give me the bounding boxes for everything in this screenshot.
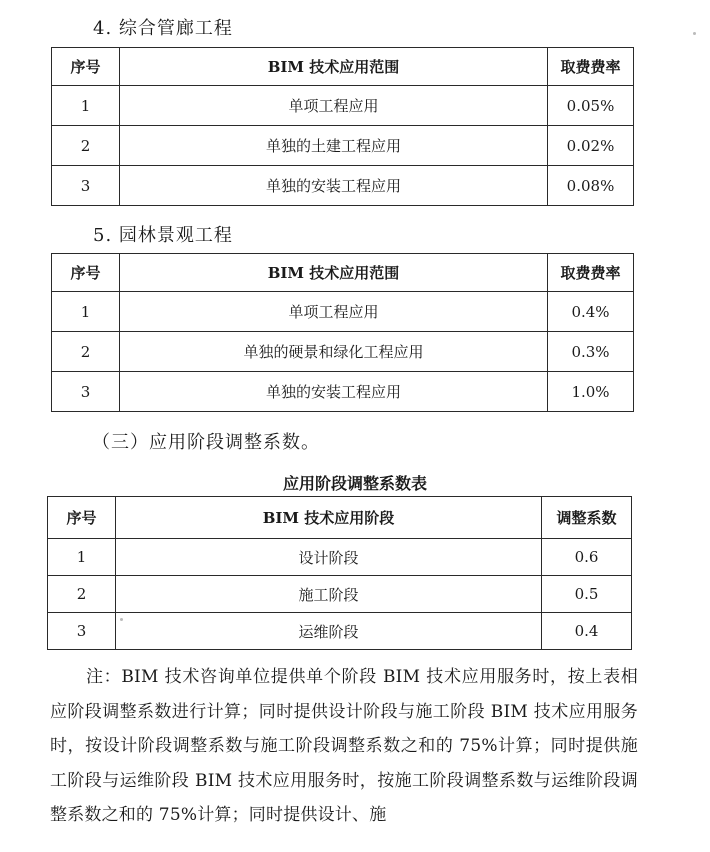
header-rate: 取费费率 <box>548 254 634 292</box>
cell-coefficient: 0.5 <box>542 576 632 613</box>
header-stage: BIM 技术应用阶段 <box>116 497 542 539</box>
table-row <box>52 86 634 126</box>
cell-scope: 单项工程应用 <box>120 86 548 126</box>
table-row <box>52 292 634 332</box>
cell-stage: 施工阶段 <box>116 576 542 613</box>
cell-scope: 单项工程应用 <box>120 292 548 332</box>
cell-rate: 0.4% <box>548 292 634 332</box>
cell-scope: 单独的土建工程应用 <box>120 126 548 166</box>
table-header-row <box>48 497 632 539</box>
cell-rate: 1.0% <box>548 372 634 412</box>
table-row <box>52 332 634 372</box>
table-row <box>48 613 632 650</box>
table-header-row <box>52 48 634 86</box>
cell-scope: 单独的硬景和绿化工程应用 <box>120 332 548 372</box>
table-row <box>52 372 634 412</box>
header-index: 序号 <box>48 497 116 539</box>
cell-rate: 0.3% <box>548 332 634 372</box>
cell-coefficient: 0.6 <box>542 539 632 576</box>
cell-index: 1 <box>48 539 116 576</box>
header-index: 序号 <box>52 48 120 86</box>
header-index: 序号 <box>52 254 120 292</box>
table-row <box>52 166 634 206</box>
header-rate: 取费费率 <box>548 48 634 86</box>
cell-rate: 0.05% <box>548 86 634 126</box>
scan-speck <box>693 32 696 35</box>
table-row <box>48 539 632 576</box>
cell-index: 2 <box>52 332 120 372</box>
scan-speck <box>120 618 123 621</box>
cell-index: 1 <box>52 86 120 126</box>
cell-index: 1 <box>52 292 120 332</box>
header-scope: BIM 技术应用范围 <box>120 48 548 86</box>
stage-section-heading: （三）应用阶段调整系数。 <box>92 432 320 453</box>
cell-index: 3 <box>52 372 120 412</box>
cell-index: 2 <box>48 576 116 613</box>
stage-table-caption: 应用阶段调整系数表 <box>282 474 427 493</box>
stage-coefficient-table <box>47 496 632 650</box>
cell-stage: 运维阶段 <box>116 613 542 650</box>
cell-index: 2 <box>52 126 120 166</box>
rate-table-utility-tunnel <box>51 47 634 206</box>
cell-rate: 0.08% <box>548 166 634 206</box>
note-paragraph: 注：BIM 技术咨询单位提供单个阶段 BIM 技术应用服务时，按上表相应阶段调整系数进行计算；同时提供设计阶段与施工阶段 BIM 技术应用服务时，按设计阶段调整系数与施工阶段调整系数之和的 75%计算；同时提供施工阶段与运维阶段 BIM 技术应用服务时，按施工阶段调整系数与运维阶段调整系数之和的 75%计算；同时提供设计、施 <box>50 667 638 825</box>
section-heading-utility-tunnel: 4. 综合管廊工程 <box>93 18 233 39</box>
header-scope: BIM 技术应用范围 <box>120 254 548 292</box>
cell-rate: 0.02% <box>548 126 634 166</box>
rate-table-landscape <box>51 253 634 412</box>
cell-stage: 设计阶段 <box>116 539 542 576</box>
cell-index: 3 <box>52 166 120 206</box>
table-row <box>48 576 632 613</box>
cell-scope: 单独的安装工程应用 <box>120 166 548 206</box>
cell-index: 3 <box>48 613 116 650</box>
table-row <box>52 126 634 166</box>
header-coefficient: 调整系数 <box>542 497 632 539</box>
section-heading-landscape: 5. 园林景观工程 <box>93 225 233 246</box>
table-header-row <box>52 254 634 292</box>
cell-coefficient: 0.4 <box>542 613 632 650</box>
cell-scope: 单独的安装工程应用 <box>120 372 548 412</box>
